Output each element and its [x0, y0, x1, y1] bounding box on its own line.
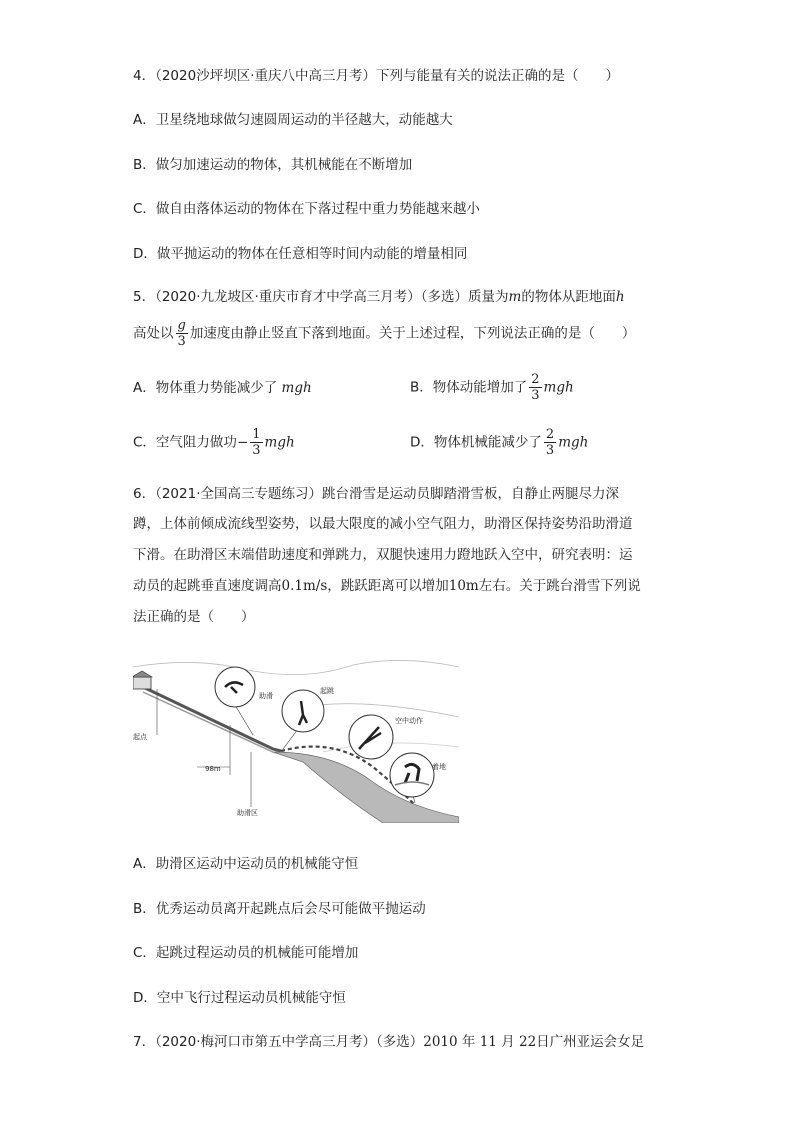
q5-fraction-g-over-3: $\frac{g}{3}$	[177, 318, 186, 349]
ski-jump-figure	[133, 657, 459, 823]
label-zhuodi: 着地	[432, 763, 446, 771]
q5-var-m: m	[508, 289, 522, 305]
q6-stem-line5: 法正确的是（ ）	[133, 609, 255, 625]
q5-fraction-2-3-b: $\frac{2}{3}$	[531, 372, 540, 403]
label-zhuhuaqu: 助滑区	[237, 809, 258, 817]
q5-var-h: h	[615, 289, 625, 305]
q5-option-b: B．物体动能增加了 $\frac{2}{3}$ mgh	[410, 372, 574, 403]
q7-stem-line1: 7．（2020·梅河口市第五中学高三月考）（多选）2010 年 11 月 22日广州亚运会女足	[133, 1034, 645, 1050]
q5-stem-line2	[133, 318, 635, 349]
q5-stem-text-c: 高处以	[133, 325, 174, 342]
q4-option-a: A．卫星绕地球做匀速圆周运动的半径越大，动能越大	[133, 112, 453, 128]
callout-landing	[390, 753, 434, 803]
q5-stem-line1	[133, 287, 625, 307]
q5-fraction-2-3-d: $\frac{2}{3}$	[545, 427, 555, 458]
q5-fraction-1-3: $\frac{1}{3}$	[252, 427, 261, 458]
start-hut-roof-icon	[133, 671, 152, 677]
q5-option-a: A．物体重力势能减少了 mgh	[133, 380, 312, 396]
q6-option-c: C．起跳过程运动员的机械能可能增加	[133, 945, 359, 961]
label-zhuhua: 助滑	[259, 692, 273, 700]
inrun-ramp-edge	[143, 692, 275, 753]
q6-option-a: A．助滑区运动中运动员的机械能守恒	[133, 856, 359, 872]
q6-stem-line1: 6．（2021·全国高三专题练习）跳台滑雪是运动员脚踏滑雪板，自静止两腿尽力深	[133, 486, 619, 502]
callout-takeoff	[282, 690, 324, 749]
background-hill-line-2	[303, 704, 459, 717]
q5-option-c: C．空气阻力做功− $\frac{1}{3}$ mgh	[133, 427, 295, 458]
q6-value-velocity: 0.1m/s	[281, 578, 328, 594]
start-hut-icon	[133, 677, 151, 689]
q5-stem-text-a: 5．（2020·九龙坡区·重庆市育才中学高三月考）（多选）质量为	[133, 289, 509, 305]
q5-option-d: D．物体机械能减少了 $\frac{2}{3}$ mgh	[410, 427, 589, 458]
q6-value-distance: 10m	[448, 578, 479, 594]
q5-stem-text-b: 的物体从距地面	[521, 289, 616, 305]
label-distance: 98m	[205, 765, 221, 773]
q6-stem-line4: 动员的起跳垂直速度调高0.1m/s，跳跃距离可以增加10m左右。关于跳台滑雪下列说	[133, 578, 641, 594]
label-qitiao: 起跳	[320, 687, 334, 695]
q6-stem-line3: 下滑。在助滑区末端借助速度和弹跳力，双腿快速用力蹬地跃入空中，研究表明：运	[133, 547, 633, 563]
label-qidian: 起点	[133, 733, 147, 741]
q4-stem: 4．（2020沙坪坝区·重庆八中高三月考）下列与能量有关的说法正确的是（ ）	[133, 68, 619, 84]
q6-option-b: B．优秀运动员离开起跳点后会尽可能做平抛运动	[133, 901, 426, 917]
background-hill-line	[133, 660, 459, 674]
q6-stem-line2: 蹲，上体前倾成流线型姿势，以最大限度的减小空气阻力，助滑区保持姿势沿助滑道	[133, 516, 633, 532]
q4-option-b: B．做匀加速运动的物体，其机械能在不断增加	[133, 157, 413, 173]
q6-option-d: D．空中飞行过程运动员机械能守恒	[133, 990, 346, 1006]
q5-stem-text-d: 加速度由静止竖直下落到地面。关于上述过程，下列说法正确的是（ ）	[189, 325, 636, 342]
callout-flight	[349, 715, 393, 759]
q4-option-d: D．做平抛运动的物体在任意相等时间内动能的增量相同	[133, 246, 468, 262]
label-kongzhong: 空中动作	[395, 717, 423, 725]
q4-option-c: C．做自由落体运动的物体在下落过程中重力势能越来越小	[133, 201, 480, 217]
